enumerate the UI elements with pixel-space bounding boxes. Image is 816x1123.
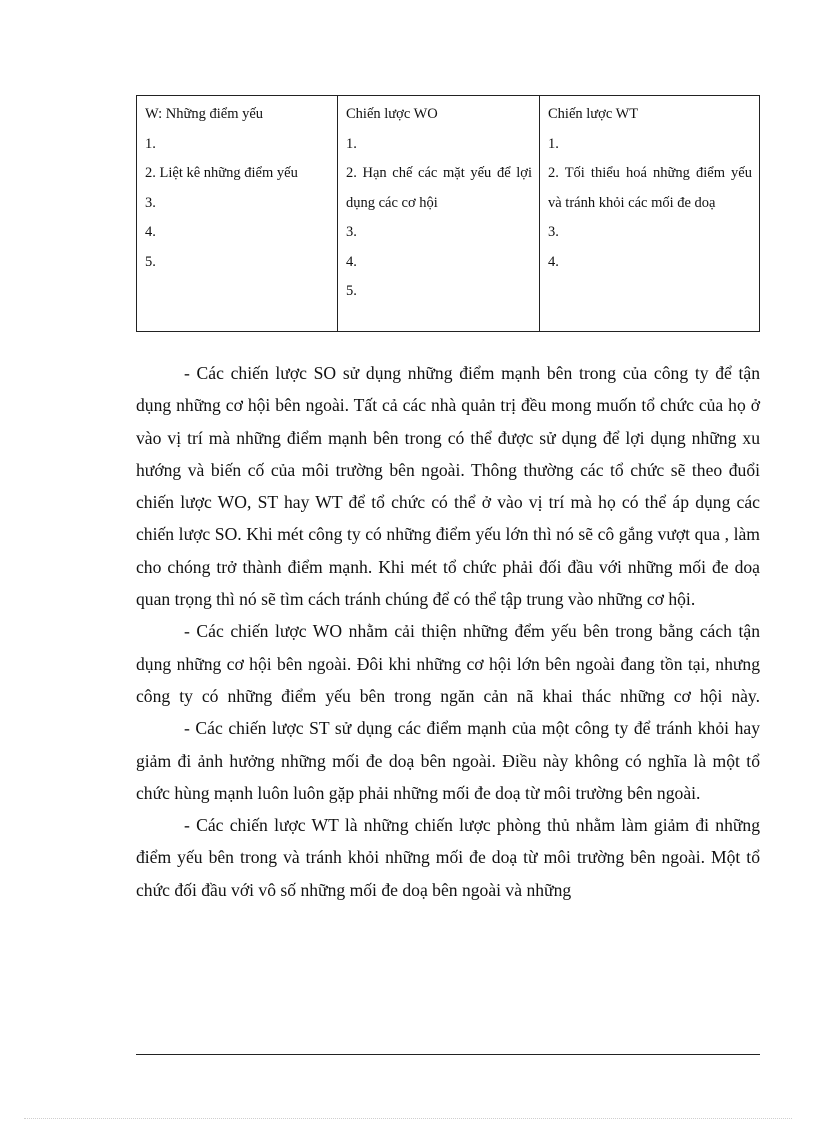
body-text xyxy=(136,357,760,906)
wt-strategy-item: 4. xyxy=(548,253,559,270)
weakness-item: 1. xyxy=(145,135,156,152)
weakness-item: 2. Liệt kê những điểm yếu xyxy=(145,165,298,181)
weaknesses-cell xyxy=(137,96,338,332)
wo-strategy-item: 2. Hạn chế các mặt yếu để lợi dụng các cơ hội xyxy=(346,165,532,211)
table-row xyxy=(137,96,760,332)
wo-strategy-cell xyxy=(338,96,540,332)
wt-strategy-item: 3. xyxy=(548,224,559,240)
wo-strategy-item: 4. xyxy=(346,253,357,270)
paragraph-so-strategies: - Các chiến lược SO sử dụng những điểm mạnh bên trong của công ty để tận dụng những cơ hội bên ngoài. Tất cả các nhà quản trị đều mong muốn tổ chức của họ ở vào vị trí mà những điểm mạnh bên trong có thể được sử dụng để lợi dụng những xu hướng và biến cố của môi trường bên ngoài. Thông thường các tổ chức sẽ theo đuổi chiến lược WO, ST hay WT để tổ chức có thể ở vào vị trí mà họ có thể áp dụng các chiến lược SO. Khi mét công ty có những điểm yếu lớn thì nó sẽ cô gắng vượt qua , làm cho chóng trở thành điểm mạnh. Khi mét tổ chức phải đối đầu với những mối đe doạ quan trọng thì nó sẽ tìm cách tránh chúng để có thể tập trung vào những cơ hội. xyxy=(136,363,760,610)
weakness-item: 3. xyxy=(145,194,156,211)
swot-strategy-table xyxy=(136,95,760,332)
wo-strategy-header: Chiến lược WO xyxy=(346,106,438,122)
wt-strategy-header: Chiến lược WT xyxy=(548,106,639,122)
wt-strategy-item: 2. Tối thiểu hoá những điểm yếu và tránh khỏi các mối đe doạ xyxy=(548,165,752,211)
wo-strategy-item: 1. xyxy=(346,135,357,152)
wo-strategy-item: 3. xyxy=(346,224,357,240)
paragraph-st-strategies: - Các chiến lược ST sử dụng các điểm mạnh của một công ty để tránh khỏi hay giảm đi ảnh hưởng những mối đe doạ bên ngoài. Điều này không có nghĩa là một tổ chức hùng mạnh luôn luôn gặp phải những mối đe doạ từ môi trường bên ngoài. xyxy=(136,718,760,803)
wt-strategy-cell xyxy=(540,96,760,332)
page-edge-divider xyxy=(24,1118,792,1119)
weakness-item: 5. xyxy=(145,253,156,270)
wt-strategy-item: 1. xyxy=(548,135,559,152)
weaknesses-header: W: Những điểm yếu xyxy=(145,106,264,122)
paragraph-wo-strategies: - Các chiến lược WO nhằm cải thiện những đểm yếu bên trong bằng cách tận dụng những cơ hội bên ngoài. Đôi khi những cơ hội lớn bên ngoài đang tồn tại, nhưng công ty có những điểm yếu bên trong ngăn cản nã khai thác những cơ hội này. xyxy=(136,621,760,706)
weakness-item: 4. xyxy=(145,224,156,240)
wo-strategy-item: 5. xyxy=(346,283,357,299)
paragraph-wt-strategies: - Các chiến lược WT là những chiến lược phòng thủ nhằm làm giảm đi những điểm yếu bên trong và tránh khỏi những mối đe doạ từ môi trường bên ngoài. Một tổ chức đối đầu với vô số những mối đe doạ bên ngoài và những xyxy=(136,815,760,900)
footer-divider xyxy=(136,1054,760,1055)
